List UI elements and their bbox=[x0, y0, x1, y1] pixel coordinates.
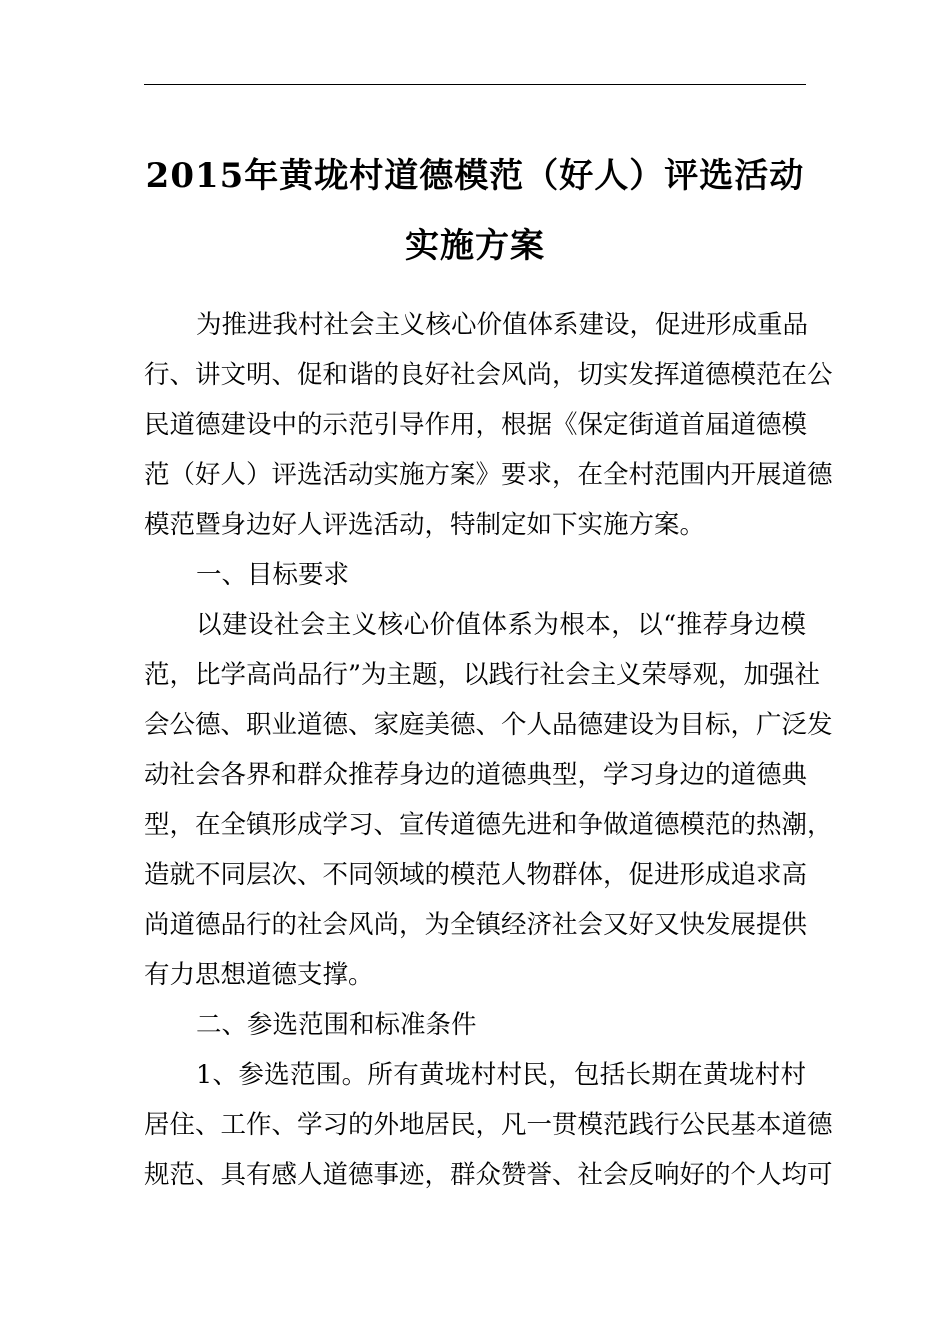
paragraph-intro-line: 民道德建设中的示范引导作用，根据《保定街道首届道德模 bbox=[144, 410, 808, 440]
paragraph-intro-line: 行、讲文明、促和谐的良好社会风尚，切实发挥道德模范在公 bbox=[144, 360, 833, 390]
paragraph-scope-line: 规范、具有感人道德事迹，群众赞誉、社会反响好的个人均可 bbox=[144, 1160, 833, 1190]
paragraph-scope-line: 1、参选范围。所有黄垅村村民，包括长期在黄垅村村 bbox=[196, 1060, 806, 1090]
paragraph-intro-line: 范（好人）评选活动实施方案》要求，在全村范围内开展道德 bbox=[144, 460, 833, 490]
paragraph-scope-line: 居住、工作、学习的外地居民，凡一贯模范践行公民基本道德 bbox=[144, 1110, 833, 1140]
paragraph-goals-line: 尚道德品行的社会风尚，为全镇经济社会又好又快发展提供 bbox=[144, 910, 808, 940]
paragraph-goals-line: 有力思想道德支撑。 bbox=[144, 960, 374, 990]
paragraph-goals-line: 以建设社会主义核心价值体系为根本，以“推荐身边模 bbox=[196, 610, 806, 640]
section-heading-scope: 二、参选范围和标准条件 bbox=[196, 1010, 477, 1040]
paragraph-goals-line: 会公德、职业道德、家庭美德、个人品德建设为目标，广泛发 bbox=[144, 710, 833, 740]
header-rule bbox=[144, 84, 806, 85]
paragraph-intro-line: 为推进我村社会主义核心价值体系建设，促进形成重品 bbox=[196, 310, 809, 340]
document-title: 2015年黄垅村道德模范（好人）评选活动 bbox=[145, 156, 805, 196]
document-body bbox=[144, 300, 833, 1200]
paragraph-goals-line: 型，在全镇形成学习、宣传道德先进和争做道德模范的热潮， bbox=[144, 810, 833, 840]
paragraph-goals-line: 造就不同层次、不同领域的模范人物群体，促进形成追求高 bbox=[144, 860, 808, 890]
paragraph-intro-line: 模范暨身边好人评选活动，特制定如下实施方案。 bbox=[144, 510, 706, 540]
document-title-continued: 实施方案 bbox=[405, 226, 545, 266]
paragraph-goals-line: 动社会各界和群众推荐身边的道德典型，学习身边的道德典 bbox=[144, 760, 808, 790]
section-heading-goals: 一、目标要求 bbox=[196, 560, 350, 590]
paragraph-goals-line: 范，比学高尚品行”为主题，以践行社会主义荣辱观，加强社 bbox=[144, 660, 821, 690]
